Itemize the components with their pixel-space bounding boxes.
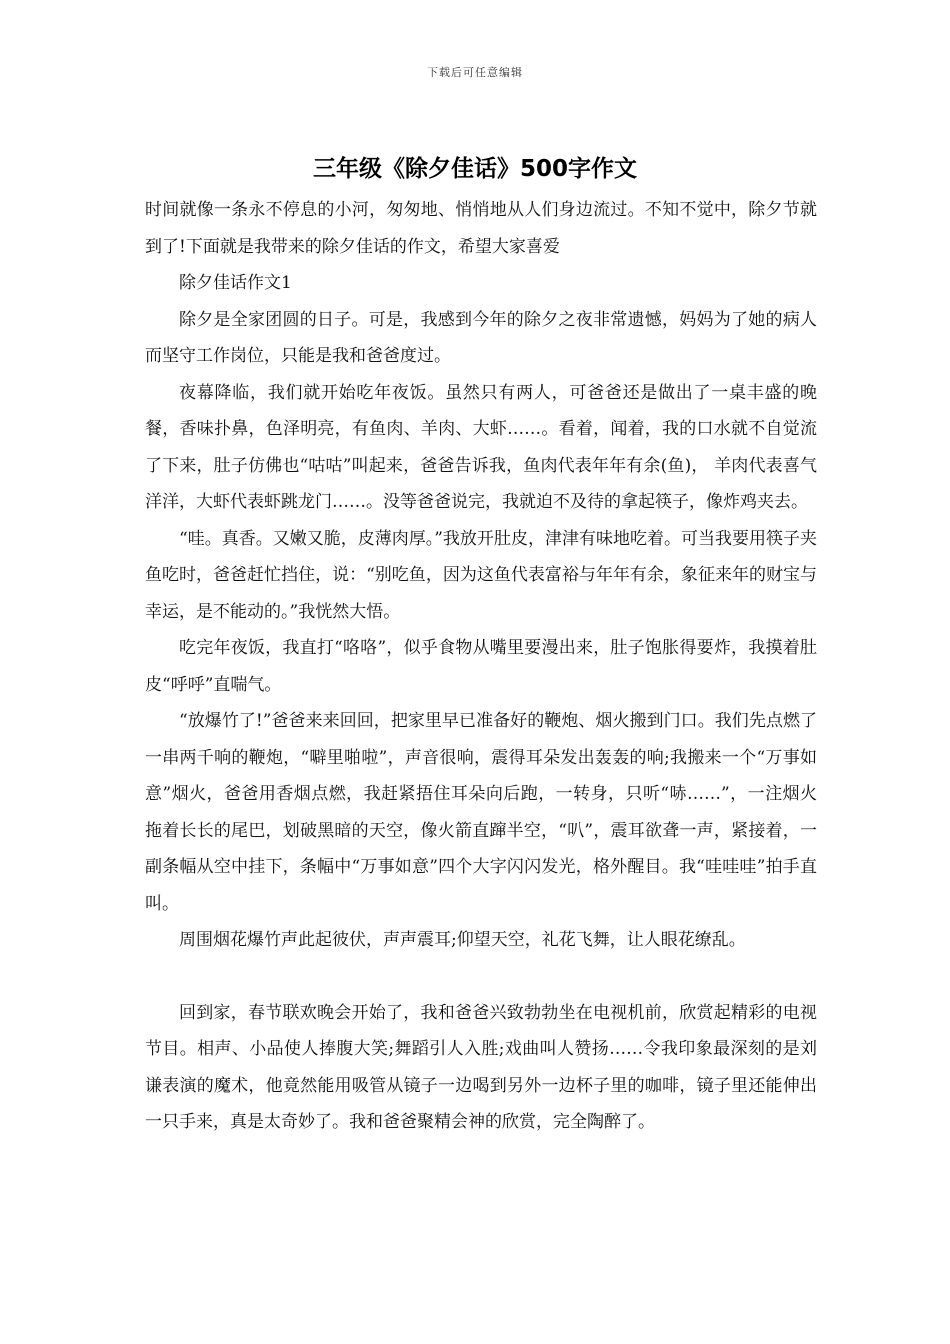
body-paragraph: 夜幕降临，我们就开始吃年夜饭。虽然只有两人，可爸爸还是做出了一桌丰盛的晚餐，香味扑鼻，色泽明亮，有鱼肉、羊肉、大虾……。看着，闻着，我的口水就不自觉流了下来，肚子仿佛也“咕咕”叫起来，爸爸告诉我，鱼肉代表年年有余(鱼)， 羊肉代表喜气洋洋，大虾代表虾跳龙门……。没等爸爸说完，我就迫不及待的拿起筷子，像炸鸡夹去。 (145, 382, 817, 512)
body-paragraph: 周围烟花爆竹声此起彼伏，声声震耳;仰望天空，礼花飞舞，让人眼花缭乱。 (179, 930, 746, 950)
intro-paragraph: 时间就像一条永不停息的小河，匆匆地、悄悄地从人们身边流过。不知不觉中，除夕节就到了!下面就是我带来的除夕佳话的作文，希望大家喜爱 (145, 200, 817, 257)
document-title: 三年级《除夕佳话》500字作文 (312, 156, 637, 182)
body-paragraph: 除夕是全家团圆的日子。可是，我感到今年的除夕之夜非常遗憾，妈妈为了她的病人而坚守工作岗位，只能是我和爸爸度过。 (145, 309, 817, 366)
body-paragraph: “放爆竹了!”爸爸来来回回，把家里早已准备好的鞭炮、烟火搬到门口。我们先点燃了一串两千响的鞭炮，“噼里啪啦”，声音很响，震得耳朵发出轰轰的响;我搬来一个“万事如意”烟火，爸爸用香烟点燃，我赶紧捂住耳朵向后跑，一转身，只听“哧……”，一注烟火拖着长长的尾巴，划破黑暗的天空，像火箭直蹿半空，“叭”，震耳欲聋一声，紧接着，一副条幅从空中挂下，条幅中“万事如意”四个大字闪闪发光，格外醒目。我“哇哇哇”拍手直叫。 (145, 711, 817, 914)
document-body (145, 192, 817, 1141)
section-heading: 除夕佳话作文1 (179, 273, 292, 293)
paragraph-spacer (145, 959, 817, 995)
body-paragraph: 吃完年夜饭，我直打“咯咯”，似乎食物从嘴里要漫出来，肚子饱胀得要炸，我摸着肚皮“呼呼”直喘气。 (145, 638, 817, 695)
body-paragraph: “哇。真香。又嫩又脆，皮薄肉厚。”我放开肚皮，津津有味地吃着。可当我要用筷子夹鱼吃时，爸爸赶忙挡住，说：“别吃鱼，因为这鱼代表富裕与年年有余，象征来年的财宝与幸运，是不能动的。”我恍然大悟。 (145, 528, 817, 622)
header-note: 下载后可任意编辑 (427, 66, 523, 79)
body-paragraph: 回到家，春节联欢晚会开始了，我和爸爸兴致勃勃坐在电视机前，欣赏起精彩的电视节目。相声、小品使人捧腹大笑;舞蹈引人入胜;戏曲叫人赞扬……令我印象最深刻的是刘谦表演的魔术，他竟然能用吸管从镜子一边喝到另外一边杯子里的咖啡，镜子里还能伸出一只手来，真是太奇妙了。我和爸爸聚精会神的欣赏，完全陶醉了。 (145, 1002, 817, 1132)
